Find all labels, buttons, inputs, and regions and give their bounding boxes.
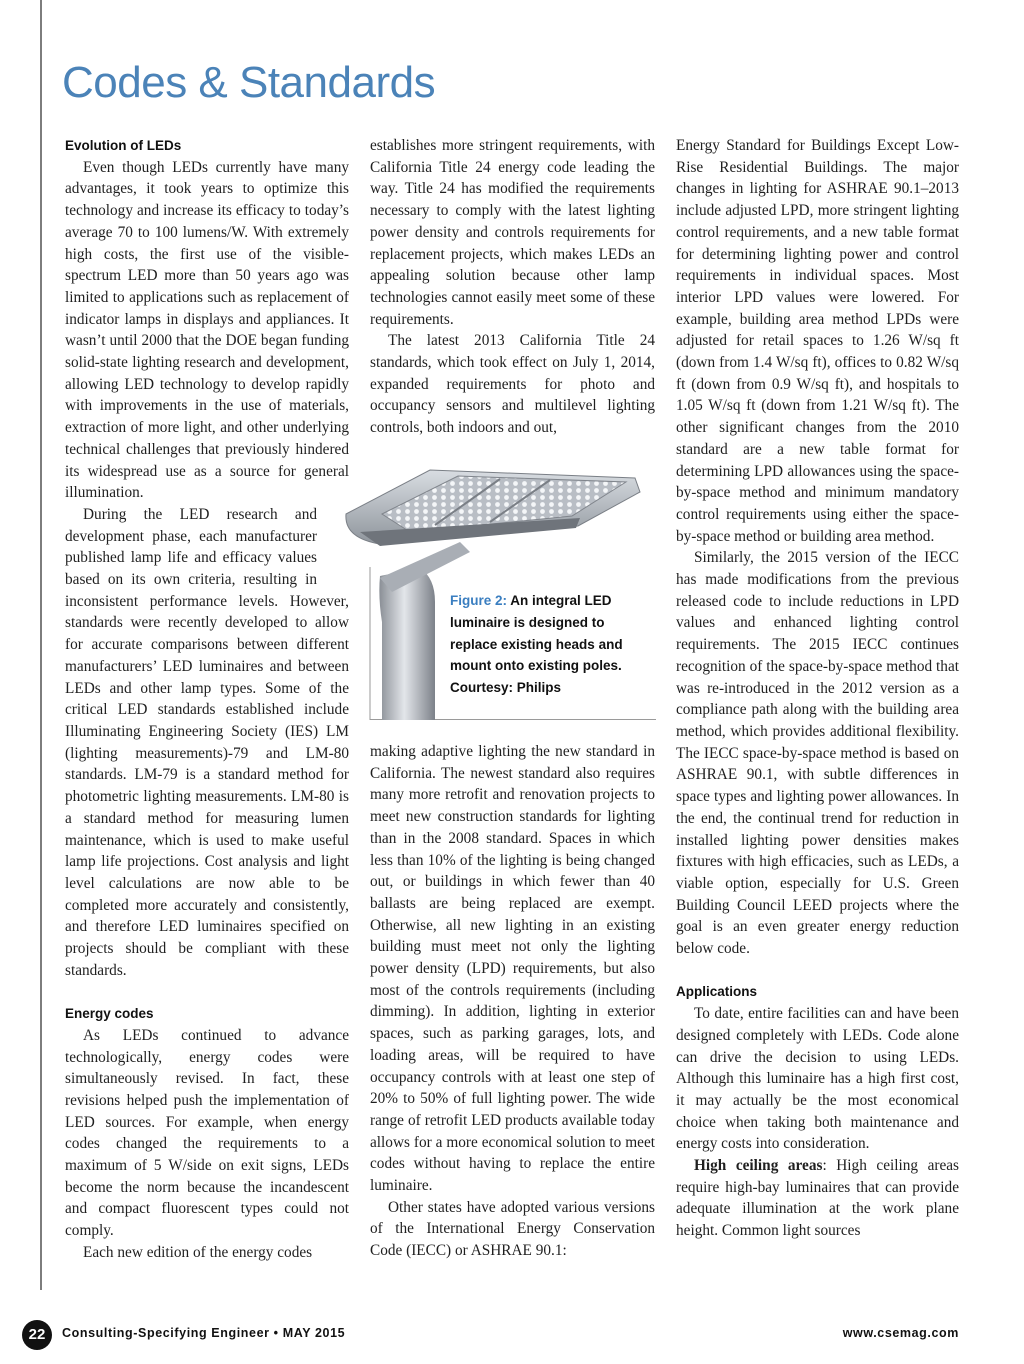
page-number: 22 — [22, 1320, 52, 1350]
paragraph: As LEDs continued to advance technologically, energy codes were simultaneously revised. In fact, these revisions helped push the implementation of LED sources. For example, when energy codes changed the requirements to a maximum of 5 W/side on exit signs, LEDs become the norm because the incandescent and compact fluorescent types could not comply. — [65, 1026, 349, 1240]
figure-label: Figure 2: — [450, 593, 508, 608]
paragraph: During the LED research and development phase, each manufacturer published lamp life and efficacy values based on its own criteria, resulting in inconsistent performance levels. However, standards were recently developed to allow for accurate comparisons between different manufacturers’ LED luminaires and between LEDs and other lamp types. Some of the critical LED standards established include Illuminating Engineering Society (IES) LM (lighting measurements)-79 and LM-80 standards. LM-79 is a standard method for photometric lighting measurements. LM-80 is a standard method for measuring lumen maintenance, which is used to make useful lamp life projections. Cost analysis and light level calculations are now able to be completed more accurately and consistently, and therefore LED luminaires specified on projects should be compliant with these standards. — [65, 505, 349, 979]
heading-evolution-of-leds: Evolution of LEDs — [65, 138, 182, 153]
paragraph: making adaptive lighting the new standard in California. The newest standard also requires many more retrofit and renovation projects to meet new construction standards for lighting than in the 2008 standard. Spaces in which less than 10% of the lighting is being changed out, or buildings in which fewer than 40 ballasts are being replaced are exempt. Otherwise, all new lighting in an existing building must meet not only the lighting power density (LPD) requirements, but also most of the controls requirements (including dimming). In addition, lighting in exterior spaces, such as parking garages, lots, and loading areas, will be required to have occupancy controls with at least one step of 20% to 50% of full lighting power. The wide range of retrofit LED products available today allows for a more economical solution to meet codes without having to replace the entire luminaire. — [370, 743, 655, 1195]
paragraph: Other states have adopted various versions of the International Energy Conservation Code (IECC) or ASHRAE 90.1: — [370, 1198, 655, 1260]
website-url: www.csemag.com — [842, 1326, 959, 1340]
paragraph: To date, entire facilities can and have been designed completely with LEDs. Code alone can drive the decision to using LEDs. Although this luminaire has a high first cost, it may actually be the most economical choice when taking both maintenance and energy costs into consideration. — [676, 1005, 959, 1153]
heading-applications: Applications — [676, 984, 758, 1000]
article-column-3 — [676, 135, 959, 1242]
paragraph-text: : High ceiling areas require high-bay luminaires that can provide adequate illumination at the work plane height. Common light sources — [676, 1157, 959, 1240]
heading-energy-codes: Energy codes — [65, 1006, 154, 1022]
paragraph: Similarly, the 2015 version of the IECC has made modifications from the previous released code to include reductions in LPD values and enhanced lighting control requirements. The 2015 IECC continues recognition of the space-by-space method that was re-introduced in the 2012 version as a compliance path along with the building area method, which provides additional flexibility. The IECC space-by-space method is based on ASHRAE 90.1, with subtle differences in space types and lighting power allowances. In the end, the continual trend for reduction in installed lighting power densities makes fixtures with high efficacies, such as LEDs, a viable option, especially for U.S. Green Building Council LEED projects where the goal is an even greater energy reduction below code. — [676, 549, 959, 958]
article-column-2-top — [370, 135, 655, 439]
page-footer — [0, 1320, 1024, 1350]
paragraph — [676, 1155, 959, 1242]
article-column-2-bottom — [370, 741, 655, 1262]
figure-caption — [450, 590, 646, 699]
paragraph: Even though LEDs currently have many advantages, it took years to optimize this technology and increase its efficacy to today’s average 70 to 100 lumens/W. With extremely high costs, the first use of the visible-spectrum LED more than 50 years ago was limited to applications such as replacement of indicator lamps in displays and appliances. It wasn’t until 2000 that the DOE began funding solid-state lighting research and development, allowing LED technology to develop rapidly with improvements in the use of materials, extraction of more light, and other underlying technical challenges that previously hindered its widespread use as a source for general illumination. — [65, 158, 349, 502]
paragraph: Energy Standard for Buildings Except Low-Rise Residential Buildings. The major changes in lighting for ASHRAE 90.1–2013 include adjusted LPD, more stringent lighting control requirements, and a new table format for determining lighting power and control requirements in individual spaces. Most interior LPD values were lowered. For example, building area method LPDs were adjusted for retail spaces to 1.26 W/sq ft (down from 1.4 W/sq ft), offices to 0.82 W/sq ft (down from 0.9 W/sq ft), and hospitals to 1.05 W/sq ft (down from 1.21 W/sq ft). The other significant changes from the 2010 standard are a new table format for determining LPD allowances using the space-by-space method and minimum mandatory control requirements using either the space-by-space method or building area method. — [676, 137, 959, 545]
paragraph: Each new edition of the energy codes — [83, 1243, 313, 1261]
publication-name-date: Consulting-Specifying Engineer • MAY 2015 — [62, 1326, 346, 1340]
paragraph: The latest 2013 California Title 24 standards, which took effect on July 1, 2014, expanded requirements for photo and occupancy sensors and multilevel lighting controls, both indoors and out, — [370, 332, 655, 437]
section-title: Codes & Standards — [62, 58, 436, 107]
figure-caption-text: An integral LED luminaire is designed to replace existing heads and mount onto existing poles. Courtesy: Philips — [450, 593, 623, 696]
article-column-1 — [65, 135, 349, 1264]
page-edge-rule — [40, 0, 42, 1290]
run-in-heading-high-ceiling-areas: High ceiling areas — [694, 1157, 823, 1175]
paragraph: establishes more stringent requirements, with California Title 24 energy code leading the way. Title 24 has modified the requirements necessary to comply with the latest lighting power density and controls requirements for replacement projects, which makes LEDs an appealing solution because other lamp technologies cannot easily meet some of these requirements. — [370, 137, 655, 328]
